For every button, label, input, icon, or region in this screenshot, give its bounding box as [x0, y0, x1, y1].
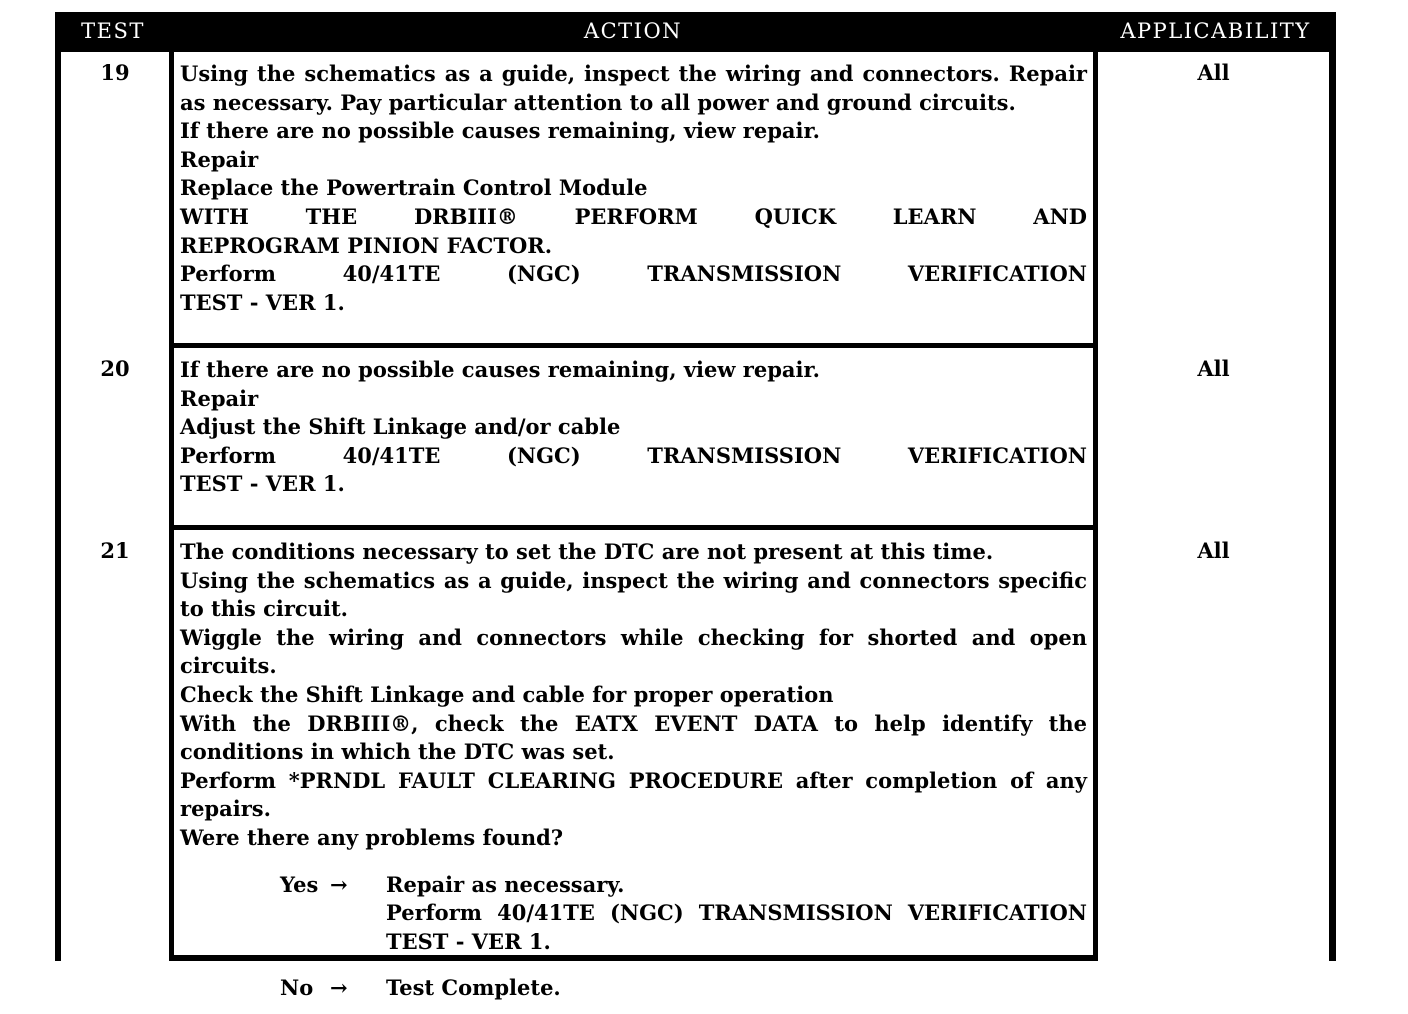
- action-cell-20: [174, 348, 1093, 525]
- yes-line: Perform 40/41TE (NGC) TRANSMISSION VERIFICATION: [386, 900, 1087, 926]
- action-text: With the DRBIII®, check the EATX EVENT DATA to help identify the conditions in which the DTC was set.: [180, 710, 1087, 765]
- no-label: No: [280, 975, 314, 1001]
- repair-line: Adjust the Shift Linkage and/or cable: [180, 414, 621, 440]
- action-text: If there are no possible causes remaining, view repair.: [180, 118, 820, 144]
- action-text: Wiggle the wiring and connectors while checking for shorted and open circuits.: [180, 624, 1087, 679]
- repair-label: Repair: [180, 146, 259, 172]
- action-text: Using the schematics as a guide, inspect the wiring and connectors. Repair as necessary. Pay particular attention to all power and ground circuits.: [180, 61, 1087, 115]
- action-text: Perform *PRNDL FAULT CLEARING PROCEDURE after completion of any repairs.: [180, 767, 1087, 822]
- repair-line: TEST - VER 1.: [180, 289, 345, 315]
- action-text: If there are no possible causes remaining, view repair.: [180, 357, 820, 382]
- applicability-19: All: [1098, 52, 1329, 351]
- header-test: TEST: [81, 19, 145, 43]
- yes-line: Repair as necessary.: [386, 871, 625, 897]
- header-applicability: APPLICABILITY: [1120, 19, 1311, 43]
- yes-label: Yes: [280, 871, 319, 897]
- no-line: Test Complete.: [386, 975, 561, 1001]
- action-text: Using the schematics as a guide, inspect the wiring and connectors specific to this circuit.: [180, 567, 1087, 622]
- yes-line: TEST - VER 1.: [386, 928, 551, 954]
- diagnostic-test-table: [55, 12, 1336, 1001]
- yes-branch: [280, 871, 1087, 957]
- action-text: Check the Shift Linkage and cable for proper operation: [180, 681, 834, 707]
- applicability-21: All: [1098, 530, 1329, 963]
- repair-line: TEST - VER 1.: [180, 471, 345, 497]
- action-cell-21: [174, 530, 1093, 1001]
- arrow-right-icon: →: [330, 975, 348, 1001]
- action-text: The conditions necessary to set the DTC are not present at this time.: [180, 539, 994, 564]
- repair-label: Repair: [180, 385, 259, 411]
- action-cell-19: [174, 52, 1093, 343]
- repair-line: Perform 40/41TE (NGC) TRANSMISSION VERIFICATION: [180, 442, 1087, 468]
- header-action: ACTION: [583, 19, 683, 43]
- repair-line: WITH THE DRBIII® PERFORM QUICK LEARN AND: [180, 203, 1087, 229]
- repair-line: Replace the Powertrain Control Module: [180, 175, 648, 201]
- test-number-20: 20: [61, 348, 169, 533]
- arrow-right-icon: →: [330, 871, 348, 897]
- applicability-20: All: [1098, 348, 1329, 533]
- test-number-19: 19: [61, 52, 169, 351]
- repair-line: Perform 40/41TE (NGC) TRANSMISSION VERIFICATION: [180, 261, 1087, 287]
- action-text: Were there any problems found?: [180, 824, 564, 850]
- repair-line: REPROGRAM PINION FACTOR.: [180, 232, 553, 258]
- no-branch: [280, 974, 1087, 1003]
- test-number-21: 21: [61, 530, 169, 963]
